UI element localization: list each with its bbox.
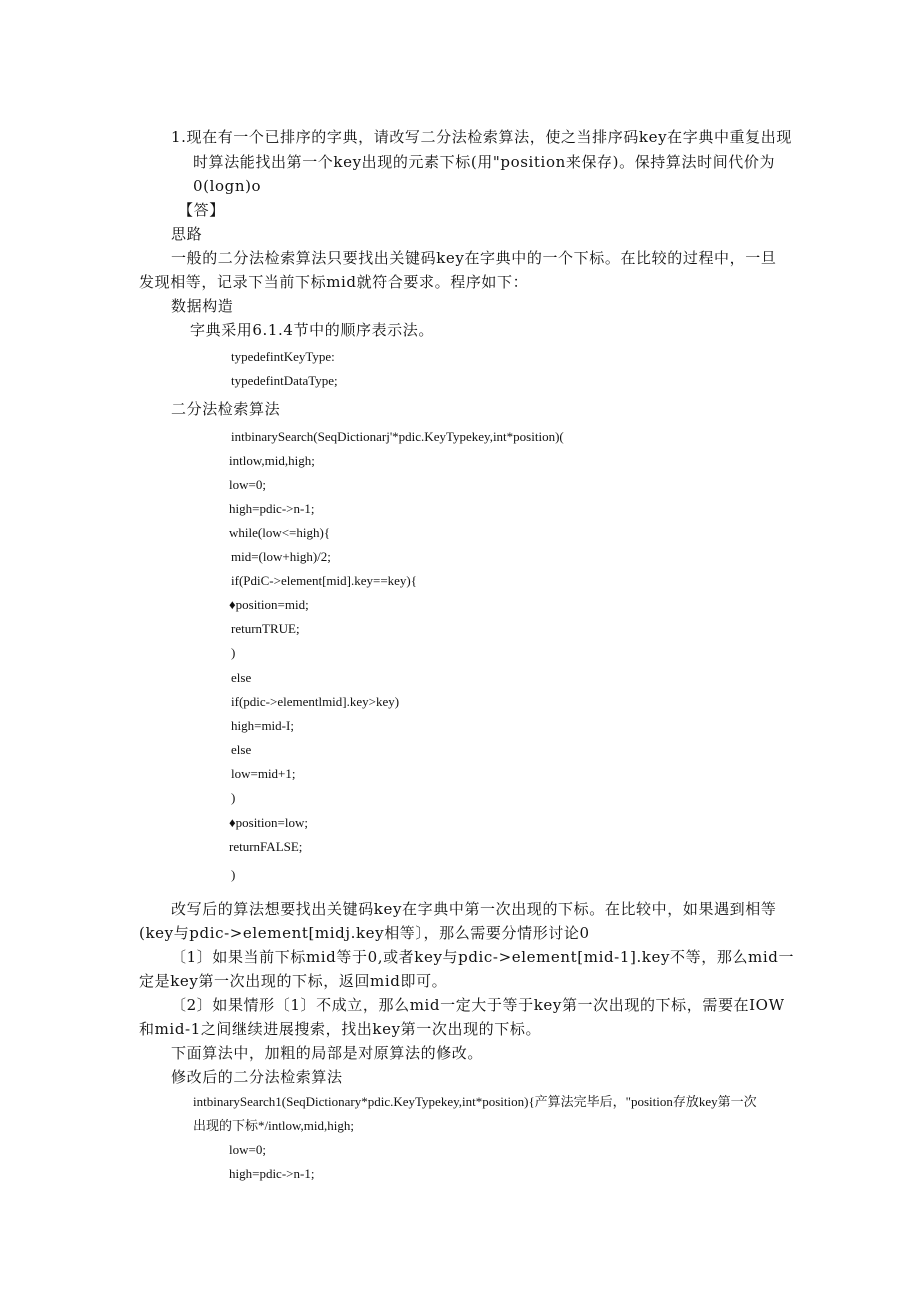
idea-text-line-1: 一般的二分法检索算法只要找出关键码key在字典中的一个下标。在比较的过程中，一旦 <box>171 249 777 267</box>
code-line: high=pdic->n-1; <box>229 501 315 516</box>
typedef-line: typedefintKeyType: <box>231 349 335 364</box>
data-structure-text: 字典采用6.1.4节中的顺序表示法。 <box>190 321 434 339</box>
question-line-1: 1.现在有一个已排序的字典，请改写二分法检索算法，使之当排序码key在字典中重复出现 <box>171 128 792 146</box>
rewrite-line-1: 改写后的算法想要找出关键码key在字典中第一次出现的下标。在比较中，如果遇到相等 <box>171 900 777 918</box>
code2-line: intbinarySearch1(SeqDictionary*pdic.KeyTypekey,int*position){产算法完毕后，"position存放key第一次 <box>193 1094 757 1109</box>
code-line: intlow,mid,high; <box>229 453 315 468</box>
code2-line: low=0; <box>229 1142 266 1157</box>
rewrite-line-2: (key与pdic->element[midj.key相等〕，那么需要分情形讨论0 <box>139 924 590 942</box>
case2-line-1: 〔2〕如果情形〔1〕不成立，那么mid一定大于等于key第一次出现的下标，需要在IOW <box>171 996 785 1014</box>
data-structure-heading: 数据构造 <box>171 297 234 315</box>
code-line: ) <box>231 645 236 660</box>
code-line: if(pdic->elementlmid].key>key) <box>231 694 400 709</box>
code-line: high=mid-I; <box>231 718 294 733</box>
answer-label: 【答】 <box>178 201 225 219</box>
question-line-2: 时算法能找出第一个key出现的元素下标(用"position来保存)。保持算法时间代价为 <box>193 153 776 171</box>
code-line: ) <box>231 867 236 882</box>
code2-line: high=pdic->n-1; <box>229 1166 315 1181</box>
code-line: mid=(low+high)/2; <box>231 549 331 564</box>
typedef-line: typedefintDataType; <box>231 373 338 388</box>
code-line: ♦position=mid; <box>229 597 309 612</box>
case1-line-2: 定是key第一次出现的下标，返回mid即可。 <box>139 972 448 990</box>
code-line: else <box>231 670 252 685</box>
code-line: low=0; <box>229 477 266 492</box>
code-line: while(low<=high){ <box>229 525 331 540</box>
code-line: if(PdiC->element[mid].key==key){ <box>231 573 417 588</box>
idea-text-line-2: 发现相等，记录下当前下标mid就符合要求。程序如下： <box>139 273 529 291</box>
binary-search-heading: 二分法检索算法 <box>171 400 281 418</box>
case1-line-1: 〔1〕如果当前下标mid等于0,或者key与pdic->element[mid-1].key不等，那么mid一 <box>171 948 795 966</box>
code-line: intbinarySearch(SeqDictionarj'*pdic.KeyTypekey,int*position)( <box>231 429 564 444</box>
code-line: else <box>231 742 252 757</box>
code-line: ) <box>231 790 236 805</box>
note-line: 下面算法中，加粗的局部是对原算法的修改。 <box>171 1044 484 1062</box>
code-line: ♦position=low; <box>229 815 308 830</box>
code-line: returnTRUE; <box>231 621 300 636</box>
modified-heading: 修改后的二分法检索算法 <box>171 1068 343 1086</box>
code2-line: 出现的下标*/intlow,mid,high; <box>193 1118 354 1133</box>
code-line: low=mid+1; <box>231 766 296 781</box>
case2-line-2: 和mid-1之间继续进展搜索，找出key第一次出现的下标。 <box>139 1020 542 1038</box>
idea-heading: 思路 <box>171 225 203 243</box>
code-line: returnFALSE; <box>229 839 303 854</box>
question-line-3: 0(logn)o <box>193 177 262 195</box>
